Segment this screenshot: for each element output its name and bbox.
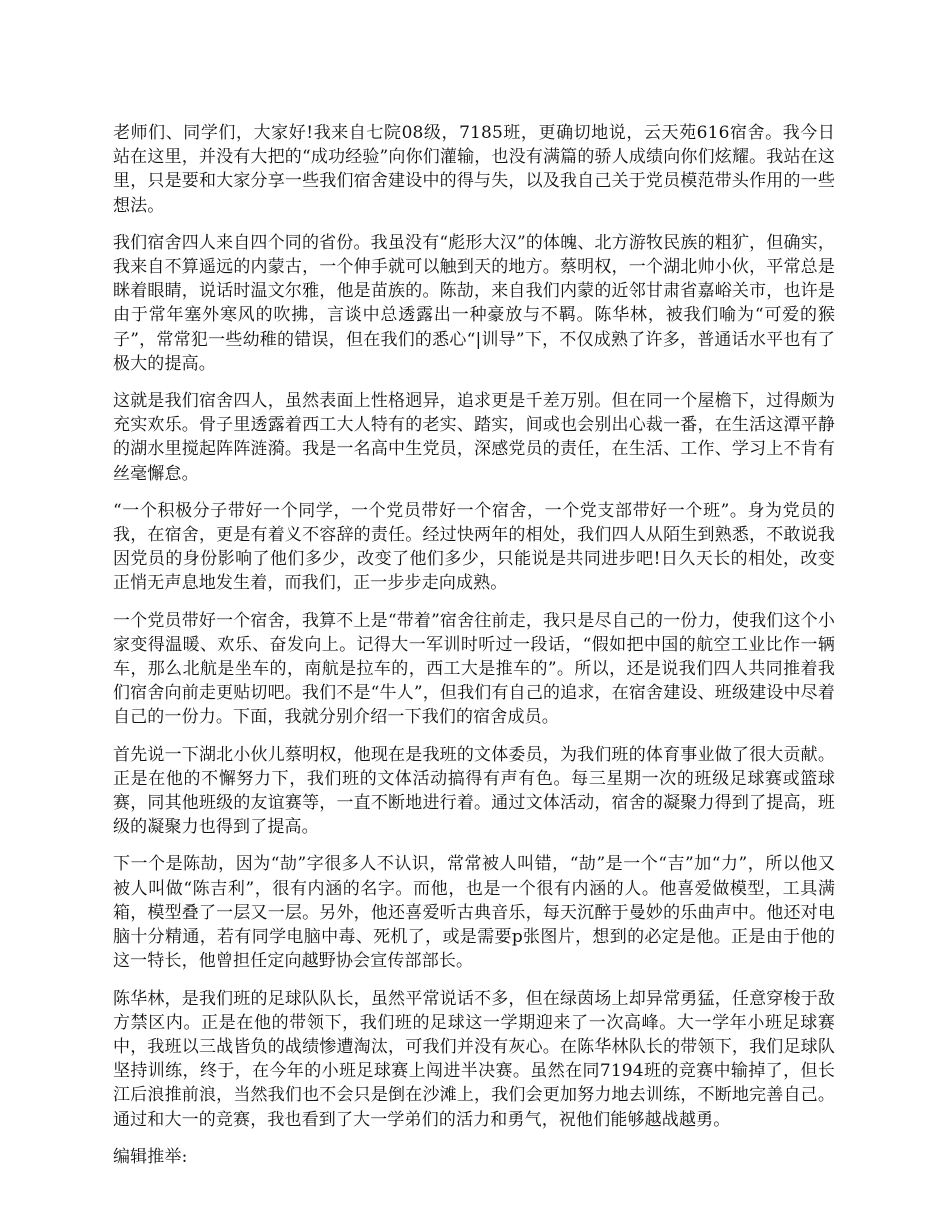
paragraph-intro: 老师们、同学们，大家好!我来自七院08级，7185班，更确切地说，云天苑616宿舍。我今日站在这里，并没有大把的“成功经验”向你们灌输，也没有满篇的骄人成绩向你们炫耀。我站在这里，只是要和大家分享一些我们宿舍建设中的得与失，以及我自己关于党员模范带头作用的一些想法。 bbox=[113, 123, 835, 216]
paragraph-party-member: “一个积极分子带好一个同学，一个党员带好一个宿舍，一个党支部带好一个班”。身为党员的我，在宿舍，更是有着义不容辞的责任。经过快两年的相处，我们四人从陌生到熟悉，不敢说我因党员的身份影响了他们多少，改变了他们多少，只能说是共同进步吧!日久天长的相处，改变正悄无声息地发生着，而我们，正一步步走向成熟。 bbox=[113, 500, 835, 594]
paragraph-dorm-life: 这就是我们宿舍四人，虽然表面上性格迥异，追求更是千差万别。但在同一个屋檐下，过得颇为充实欢乐。骨子里透露着西工大人特有的老实、踏实，间或也会别出心裁一番，在生活这潭平静的湖水里搅起阵阵涟漪。我是一名高中生党员，深感党员的责任，在生活、工作、学习上不肯有丝毫懈怠。 bbox=[113, 391, 835, 484]
paragraph-dorm-leadership: 一个党员带好一个宿舍，我算不上是“带着”宿舍往前走，我只是尽自己的一份力，使我们这个小家变得温暖、欢乐、奋发向上。记得大一军训时听过一段话，“假如把中国的航空工业比作一辆车，那么北航是坐车的，南航是拉车的，西工大是推车的”。所以，还是说我们四人共同推着我们宿舍向前走更贴切吧。我们不是“牛人”，但我们有自己的追求，在宿舍建设、班级建设中尽着自己的一份力。下面，我就分别介绍一下我们的宿舍成员。 bbox=[113, 610, 835, 728]
document-body bbox=[113, 121, 835, 1182]
paragraph-chen-hualin: 陈华林，是我们班的足球队队长，虽然平常说话不多，但在绿茵场上却异常勇猛，任意穿梭于敌方禁区内。正是在他的带领下，我们班的足球这一学期迎来了一次高峰。大一学年小班足球赛中，我班以三战皆负的战绩惨遭淘汰，可我们并没有灰心。在陈华林队长的带领下，我们足球队坚持训练，终于，在今年的小班足球赛上闯进半决赛。虽然在同7194班的竞赛中输掉了，但长江后浪推前浪，当然我们也不会只是倒在沙滩上，我们会更加努力地去训练，不断地完善自己。通过和大一的竞赛，我也看到了大一学弟们的活力和勇气，祝他们能够越战越勇。 bbox=[113, 988, 835, 1130]
paragraph-chen-jie: 下一个是陈劼，因为“劼”字很多人不认识，常常被人叫错，“劼”是一个“吉”加“力”，所以他又被人叫做“陈吉利”，很有内涵的名字。而他，也是一个很有内涵的人。他喜爱做模型，工具满箱，模型叠了一层又一层。另外，他还喜爱听古典音乐，每天沉醉于曼妙的乐曲声中。他还对电脑十分精通，若有同学电脑中毒、死机了，或是需要p张图片，想到的必定是他。正是由于他的这一特长，他曾担任定向越野协会宣传部部长。 bbox=[113, 854, 835, 972]
paragraph-recommendation-label: 编辑推举: bbox=[113, 1146, 188, 1167]
paragraph-cai-mingquan: 首先说一下湖北小伙儿蔡明权，他现在是我班的文体委员，为我们班的体育事业做了很大贡献。正是在他的不懈努力下，我们班的文体活动搞得有声有色。每三星期一次的班级足球赛或篮球赛，同其他班级的友谊赛等，一直不断地进行着。通过文体活动，宿舍的凝聚力得到了提高，班级的凝聚力也得到了提高。 bbox=[113, 744, 835, 838]
paragraph-roommates: 我们宿舍四人来自四个同的省份。我虽没有“彪形大汉”的体魄、北方游牧民族的粗犷，但确实，我来自不算遥远的内蒙古，一个伸手就可以触到天的地方。蔡明权，一个湖北帅小伙，平常总是眯着眼睛，说话时温文尔雅，他是苗族的。陈劼，来自我们内蒙的近邻甘肃省嘉峪关市，也许是由于常年塞外寒风的吹拂，言谈中总透露出一种豪放与不羁。陈华林，被我们喻为“可爱的猴子”，常常犯一些幼稚的错误，但在我们的悉心“|训导”下，不仅成熟了许多，普通话水平也有了极大的提高。 bbox=[113, 232, 835, 374]
